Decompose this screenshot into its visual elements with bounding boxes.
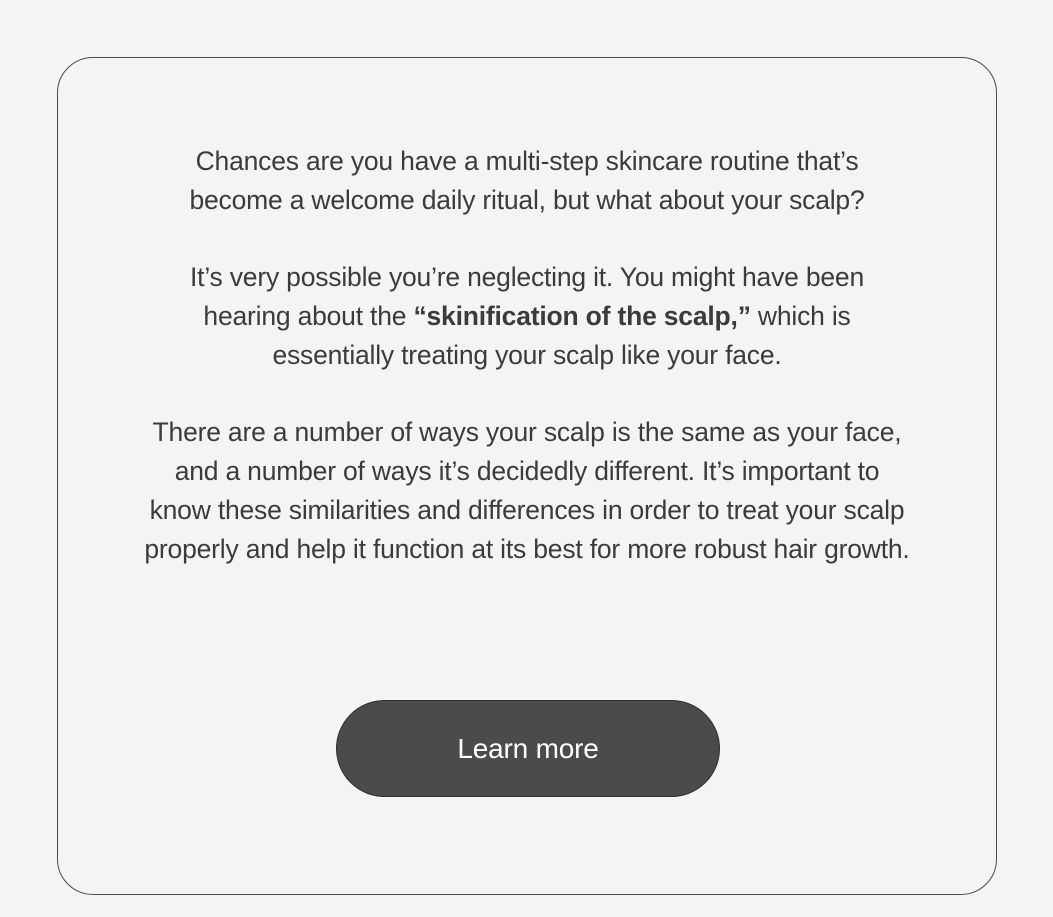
skinification-paragraph [157, 258, 897, 375]
intro-paragraph: Chances are you have a multi-step skincare routine that’s become a welcome daily ritual, but what about your scalp? [189, 146, 865, 215]
content-card [57, 57, 997, 895]
skinification-highlight: “skinification of the scalp,” [413, 301, 751, 331]
learn-more-label: Learn more [457, 732, 599, 764]
learn-more-button[interactable] [336, 700, 720, 797]
skinification-text-before: It’s very possible you’re neglecting it. You might have been hearing about the [190, 262, 864, 331]
card-body [58, 142, 996, 569]
differences-paragraph: There are a number of ways your scalp is the same as your face, and a number of ways it’s decidedly different. It’s important to know these similarities and differences in order to treat your scalp properly and help it function at its best for more robust hair growth. [144, 417, 910, 564]
skinification-text-after: which is essentially treating your scalp like your face. [272, 301, 851, 370]
